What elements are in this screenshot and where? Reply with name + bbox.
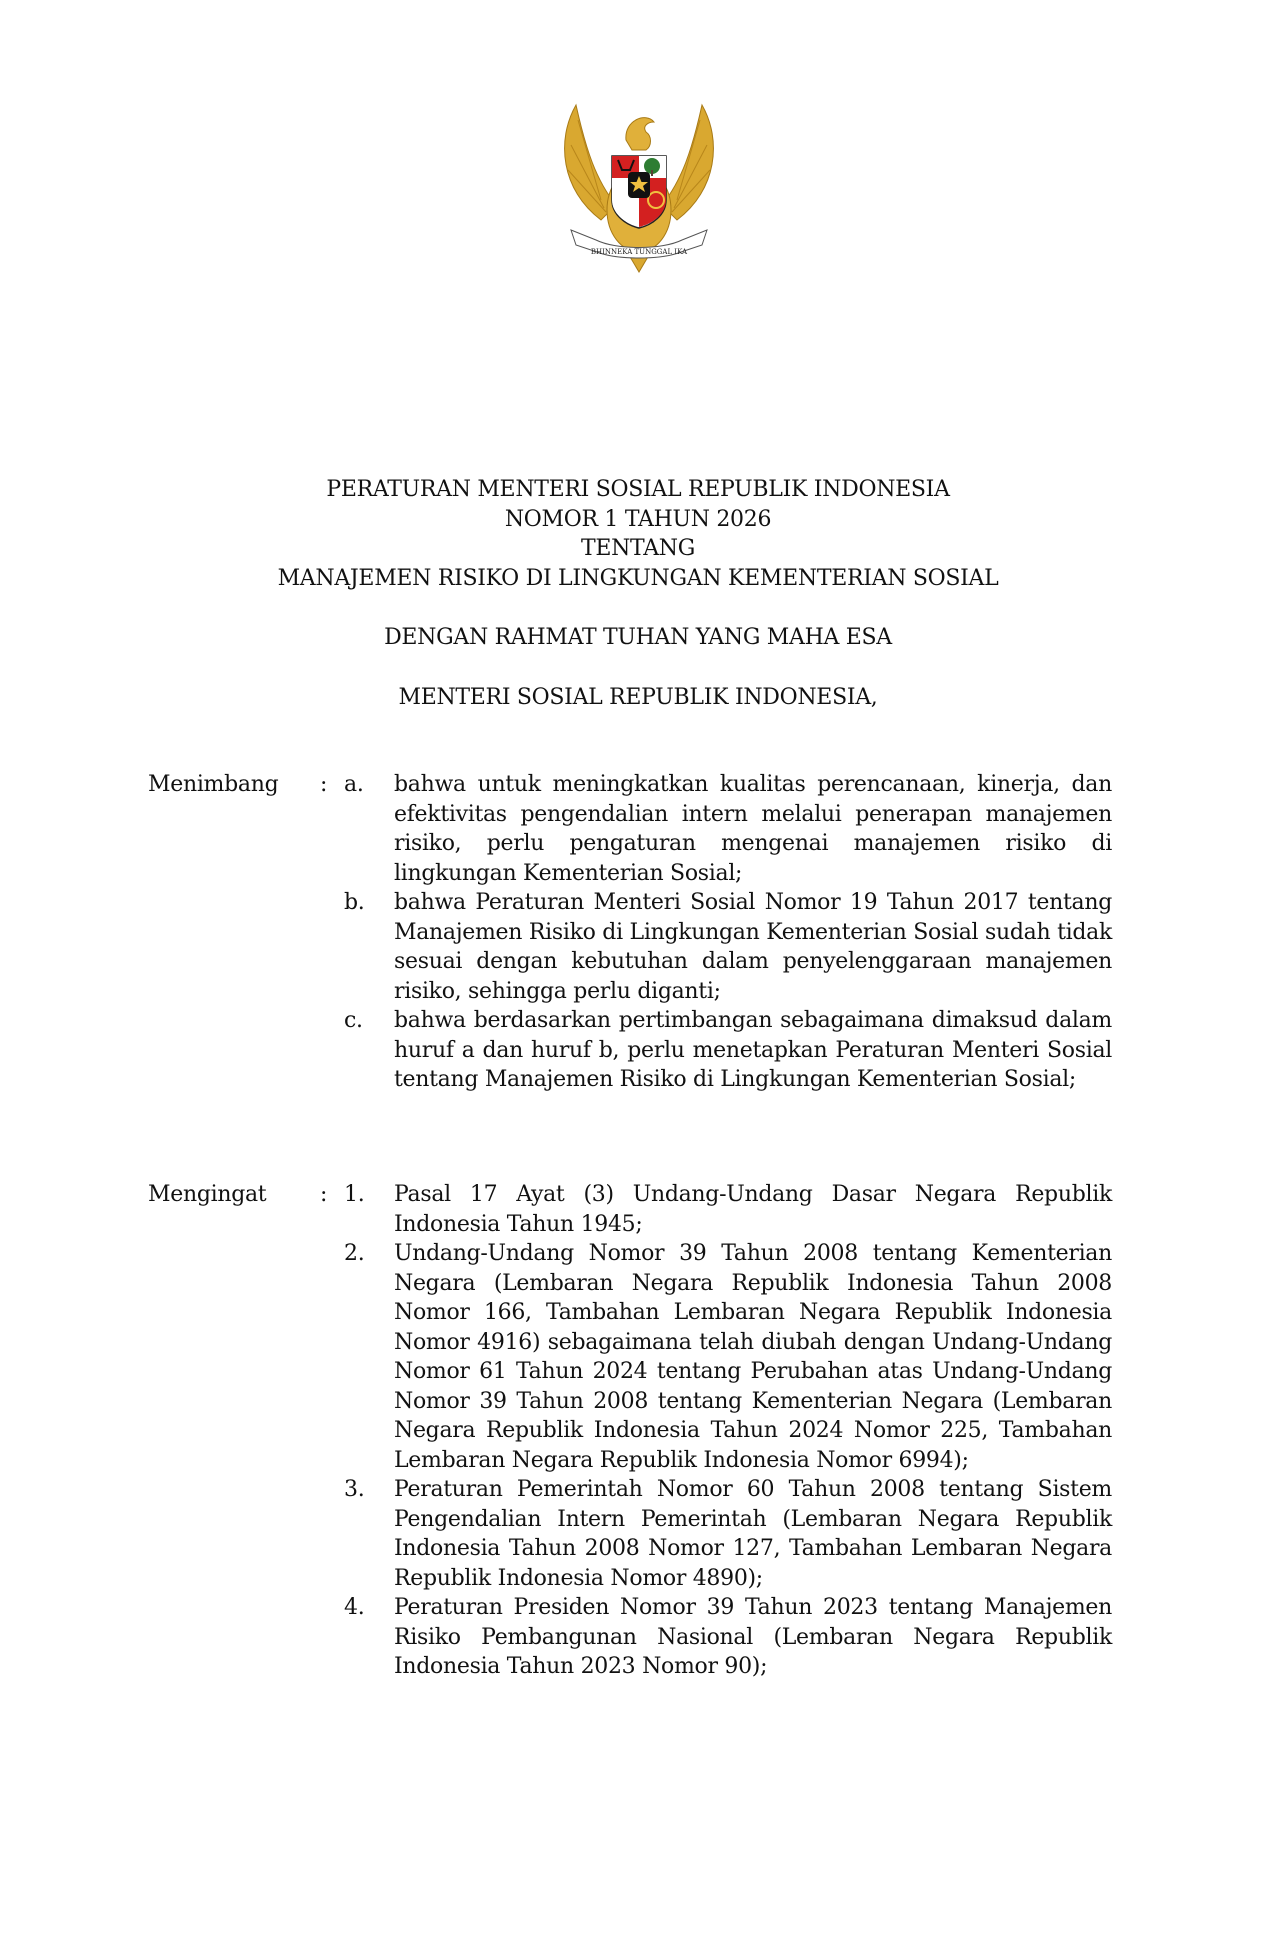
menimbang-colon: : — [320, 772, 328, 797]
invocation: DENGAN RAHMAT TUHAN YANG MAHA ESA — [384, 625, 892, 650]
mengingat-section — [148, 1180, 1130, 1682]
legal-basis-item: Pasal 17 Ayat (3) Undang-Undang Dasar Negara Republik Indonesia Tahun 1945; — [394, 1182, 1112, 1237]
head — [626, 118, 654, 150]
menimbang-section — [148, 770, 1130, 1095]
item-marker: c. — [344, 1008, 363, 1033]
regulation-title — [0, 475, 1276, 593]
motto-text: BHINNEKA TUNGGAL IKA — [590, 248, 688, 256]
item-marker: 3. — [344, 1477, 365, 1502]
title-line-3: TENTANG — [580, 536, 696, 561]
item-marker: 4. — [344, 1595, 365, 1620]
item-marker: a. — [344, 772, 364, 797]
consideration-item: bahwa untuk meningkatkan kualitas perencanaan, kinerja, dan efektivitas pengendalian intern melalui penerapan manajemen risiko, perlu pengaturan mengenai manajemen risiko di lingkungan Kementerian Sosial; — [394, 772, 1112, 886]
title-line-2: NOMOR 1 TAHUN 2026 — [504, 506, 772, 532]
consideration-item: bahwa berdasarkan pertimbangan sebagaimana dimaksud dalam huruf a dan huruf b, perlu menetapkan Peraturan Menteri Sosial tentang Manajemen Risiko di Lingkungan Kementerian Sosial; — [394, 1008, 1112, 1092]
shield — [612, 156, 666, 228]
legal-basis-item: Peraturan Presiden Nomor 39 Tahun 2023 tentang Manajemen Risiko Pembangunan Nasional (Lembaran Negara Republik Indonesia Tahun 2023 Nomor 90); — [394, 1595, 1112, 1679]
issuer: MENTERI SOSIAL REPUBLIK INDONESIA, — [398, 685, 878, 710]
garuda-pancasila-emblem — [556, 100, 722, 276]
item-marker: b. — [344, 890, 365, 915]
item-marker: 2. — [344, 1241, 365, 1266]
legal-basis-item: Peraturan Pemerintah Nomor 60 Tahun 2008 tentang Sistem Pengendalian Intern Pemerintah (Lembaran Negara Republik Indonesia Tahun 2008 Nomor 127, Tambahan Lembaran Negara Republik Indonesia Nomor 4890); — [394, 1477, 1112, 1591]
legal-basis-item: Undang-Undang Nomor 39 Tahun 2008 tentang Kementerian Negara (Lembaran Negara Republik Indonesia Tahun 2008 Nomor 166, Tambahan Lembaran Negara Republik Indonesia Nomor 4916) sebagaimana telah diubah dengan Undang-Undang Nomor 61 Tahun 2024 tentang Perubahan atas Undang-Undang Nomor 39 Tahun 2008 tentang Kementerian Negara (Lembaran Negara Republik Indonesia Tahun 2024 Nomor 225, Tambahan Lembaran Negara Republik Indonesia Nomor 6994); — [394, 1241, 1112, 1473]
title-line-4: MANAJEMEN RISIKO DI LINGKUNGAN KEMENTERIAN SOSIAL — [277, 565, 999, 591]
menimbang-label: Menimbang — [148, 772, 279, 797]
mengingat-label: Mengingat — [148, 1182, 267, 1207]
consideration-item: bahwa Peraturan Menteri Sosial Nomor 19 Tahun 2017 tentang Manajemen Risiko di Lingkungan Kementerian Sosial sudah tidak sesuai dengan kebutuhan dalam penyelenggaraan manajemen risiko, sehingga perlu diganti; — [394, 890, 1112, 1004]
item-marker: 1. — [344, 1182, 365, 1207]
mengingat-colon: : — [320, 1182, 328, 1207]
title-line-1: PERATURAN MENTERI SOSIAL REPUBLIK INDONESIA — [326, 477, 950, 502]
